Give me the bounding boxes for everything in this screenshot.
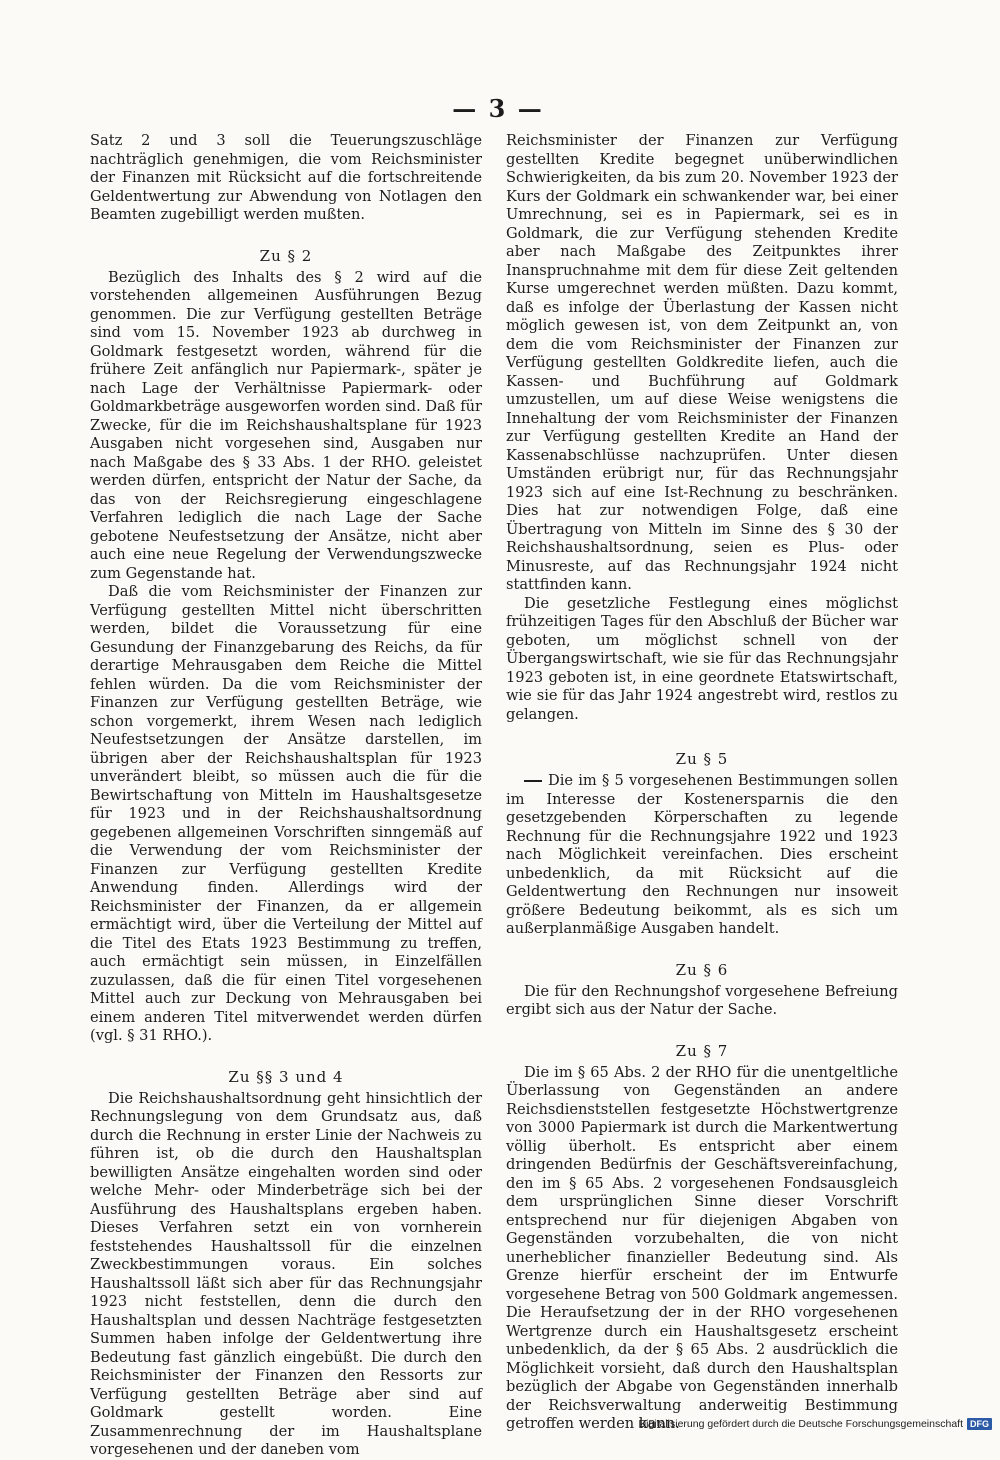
paragraph: Die für den Rechnungshof vorgesehene Befreiung ergibt sich aus der Natur der Sache. — [506, 982, 898, 1018]
footer — [638, 1418, 992, 1430]
dfg-logo: DFG — [967, 1418, 992, 1430]
paragraph — [506, 772, 898, 939]
right-column — [506, 132, 898, 1434]
left-column — [90, 132, 482, 1460]
section-heading: Zu §§ 3 und 4 — [228, 1067, 344, 1086]
paragraph: Daß die vom Reichsminister der Finanzen zur Verfügung gestellten Mittel nicht überschritten werden, bildet die Voraussetzung für eine Gesundung der Finanzgebarung des Reichs, da für derartige Mehrausgaben dem Reiche die Mittel fehlen würden. Da die vom Reichsminister der Finanzen zur Verfügung gestellten Beträge, wie schon vorgemerkt, ihrem Wesen nach lediglich Neufestsetzungen der Ansätze darstellen, im übrigen aber der Reichshaushaltsplan für 1923 unverändert bleibt, so müssen auch die für die Bewirtschaftung von Mitteln im Haushaltsgesetze für 1923 und in der Reichshaushaltsordnung gegebenen allgemeinen Vorschriften sinngemäß auf die Verwendung der vom Reichsminister der Finanzen zur Verfügung gestellten Kredite Anwendung finden. Allerdings wird der Reichsminister der Finanzen, da er allgemein ermächtigt wird, über die Verteilung der Mittel auf die Titel des Etats 1923 Bestimmung zu treffen, auch ermächtigt sein müssen, in Einzelfällen zuzulassen, daß die für einen Titel vorgesehenen Mittel auch zur Deckung von Mehrausgaben bei einem anderen Titel mitverwendet werden dürfen (vgl. § 31 RHO.). — [90, 583, 482, 1044]
margin-dash — [524, 780, 542, 782]
paragraph: Satz 2 und 3 soll die Teuerungszuschläge nachträglich genehmigen, die vom Reichsminister der Finanzen mit Rücksicht auf die fortschreitende Geldentwertung zur Abwendung von Notlagen den Beamten zugebilligt werden mußten. — [90, 132, 482, 223]
paragraph-text: Die im § 5 vorgesehenen Bestimmungen sollen im Interesse der Kostenersparnis die den gesetzgebenden Körperschaften zu legende Rechnung für die Rechnungsjahre 1922 und 1923 nach Möglichkeit vereinfachen. Dies erscheint unbedenklich, da mit Rücksicht auf die Geldentwertung den Rechnungen nur insoweit größere Bedeutung beikommt, als es sich um außerplanmäßige Ausgaben handelt. — [506, 772, 898, 937]
paragraph: Die Reichshaushaltsordnung geht hinsichtlich der Rechnungslegung von dem Grundsatz aus, daß durch die Rechnung in erster Linie der Nachweis zu führen ist, ob die durch den Haushaltsplan bewilligten Ansätze eingehalten worden sind oder welche Mehr- oder Minderbeträge sich bei der Ausführung des Haushaltsplans ergeben haben. Dieses Verfahren setzt ein von vornherein feststehendes Haushaltssoll für die einzelnen Zweckbestimmungen voraus. Ein solches Haushaltssoll läßt sich aber für das Rechnungsjahr 1923 nicht feststellen, denn die durch den Haushaltsplan und dessen Nachträge festgesetzten Summen haben infolge der Geldentwertung ihre Bedeutung fast gänzlich eingebüßt. Die durch den Reichsminister der Finanzen den Ressorts zur Verfügung gestellten Beträge aber sind auf Goldmark gestellt worden. Eine Zusammenrechnung der im Haushaltsplane vorgesehenen und der daneben vom — [90, 1089, 482, 1458]
section-heading: Zu § 6 — [675, 960, 729, 979]
section-heading: Zu § 7 — [675, 1041, 729, 1060]
paragraph: Reichsminister der Finanzen zur Verfügung gestellten Kredite begegnet unüberwindlichen Schwierigkeiten, da bis zum 20. November 1923 der Kurs der Goldmark ein schwankender war, bei einer Umrechnung, sei es in Papiermark, sei es in Goldmark, die zur Verfügung stehenden Kredite aber nach Maßgabe des Zeitpunktes ihrer Inanspruchnahme mit dem für diese Zeit geltenden Kurse umgerechnet werden müßten. Dazu kommt, daß es infolge der Überlastung der Kassen nicht möglich gewesen ist, von dem Zeitpunkt an, von dem die vom Reichsminister der Finanzen zur Verfügung gestellten Goldkredite liefen, auch die Kassen- und Buchführung auf Goldmark umzustellen, um auf diese Weise wenigstens die Innehaltung der vom Reichsminister der Finanzen zur Verfügung gestellten Kredite an Hand der Kassenabschlüsse nachzuprüfen. Unter diesen Umständen erübrigt nur, für das Rechnungsjahr 1923 sich auf eine Ist-Rechnung zu beschränken. Dies hat zur notwendigen Folge, daß eine Übertragung von Mitteln im Sinne des § 30 der Reichshaushaltsordnung, seien es Plus- oder Minusreste, auf das Rechnungsjahr 1924 nicht stattfinden kann. — [506, 132, 898, 593]
paragraph: Die im § 65 Abs. 2 der RHO für die unentgeltliche Überlassung von Gegenständen an andere Reichsdienststellen festgesetzte Höchstwertgrenze von 3000 Papiermark ist durch die Markentwertung völlig überholt. Es entspricht aber einem dringenden Bedürfnis der Geschäftsvereinfachung, den im § 65 Abs. 2 vorgesehenen Fondsausgleich dem ursprünglichen Sinne dieser Vorschrift entsprechend nur für diejenigen Abgaben von Gegenständen vorzubehalten, die von nicht unerheblicher finanzieller Bedeutung sind. Als Grenze hierfür erscheint der im Entwurfe vorgesehene Betrag von 500 Goldmark angemessen. Die Heraufsetzung der in der RHO vorgesehenen Wertgrenze durch ein Haushaltsgesetz erscheint unbedenklich, da der § 65 Abs. 2 ausdrücklich die Möglichkeit vorsieht, daß durch den Haushaltsplan bezüglich der Abgabe von Gegenständen innerhalb der Reichsverwaltung anderweitig Bestimmung getroffen werden kann. — [506, 1063, 898, 1432]
paragraph: Bezüglich des Inhalts des § 2 wird auf die vorstehenden allgemeinen Ausführungen Bezug genommen. Die zur Verfügung gestellten Beträge sind vom 15. November 1923 ab durchweg in Goldmark festgesetzt worden, während für die frühere Zeit anfänglich nur Papiermark-, später je nach Lage der Verhältnisse Papiermark- oder Goldmarkbeträge ausgeworfen worden sind. Daß für Zwecke, für die im Reichshaushaltsplane für 1923 Ausgaben nicht vorgesehen sind, Ausgaben nur nach Maßgabe des § 33 Abs. 1 der RHO. geleistet werden dürfen, entspricht der Natur der Sache, da das von der Reichsregierung eingeschlagene Verfahren lediglich die nach Lage der Sache gebotene Neufestsetzung der Ansätze, nicht aber auch eine neue Regelung der Verwendungszwecke zum Gegenstande hat. — [90, 268, 482, 582]
section-heading: Zu § 5 — [675, 750, 729, 768]
section-heading: Zu § 2 — [259, 246, 313, 265]
page-number: — 3 — — [452, 94, 544, 123]
paragraph: Die gesetzliche Festlegung eines möglichst frühzeitigen Tages für den Abschluß der Bücher war geboten, um möglichst schnell von der Übergangswirtschaft, wie sie für das Rechnungsjahr 1923 geboten ist, in eine geordnete Etatswirtschaft, wie sie für das Jahr 1924 angestrebt wird, restlos zu gelangen. — [506, 594, 898, 723]
footer-text: Digitalisierung gefördert durch die Deutsche Forschungsgemeinschaft — [638, 1418, 963, 1430]
